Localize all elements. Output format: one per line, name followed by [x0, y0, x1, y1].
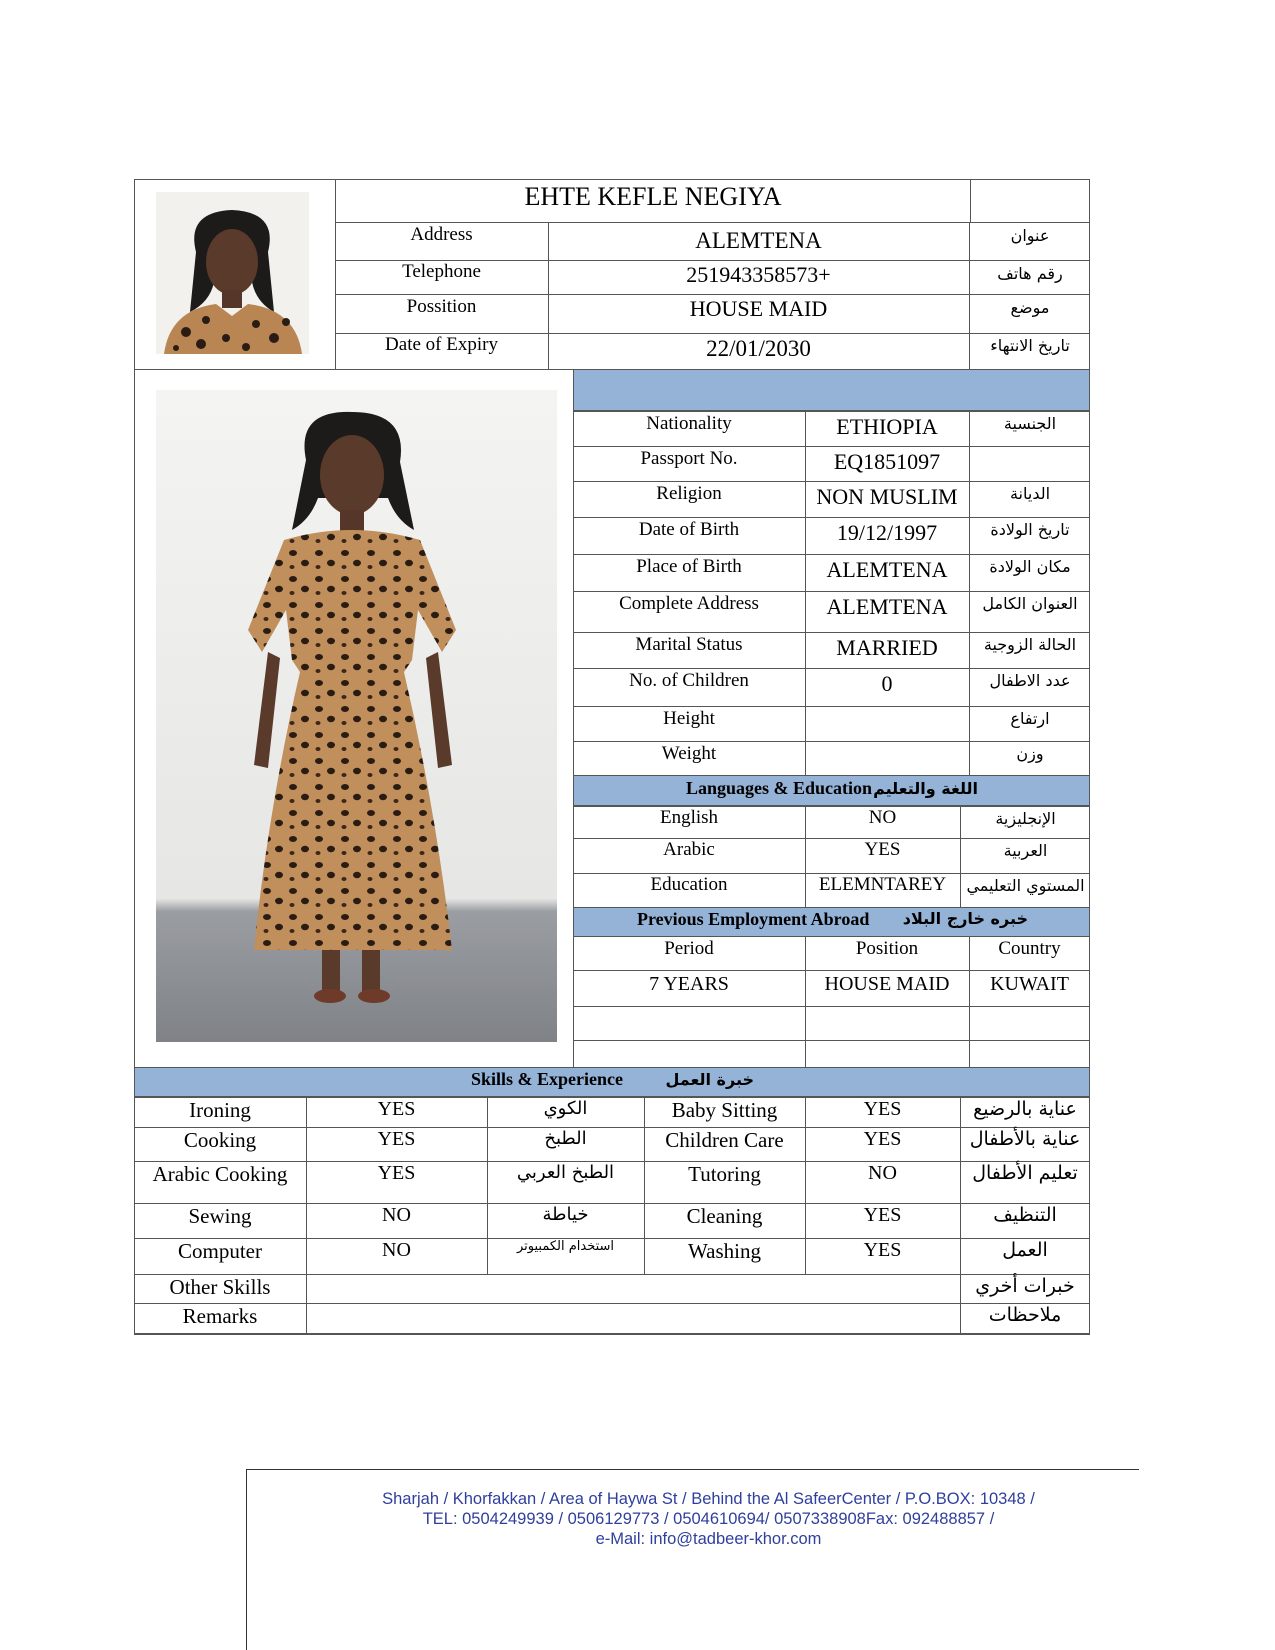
detail-label-ar: الجنسية	[1003, 414, 1057, 433]
skill-value: YES	[863, 1128, 902, 1150]
detail-value: ALEMTENA	[826, 594, 948, 619]
languages-title-ar: اللغة والتعليم	[873, 779, 978, 798]
portrait-small	[156, 192, 309, 354]
skill-value: YES	[863, 1239, 902, 1261]
detail-label: Religion	[656, 483, 722, 504]
detail-label-ar: عدد الاطفال	[989, 671, 1071, 690]
employment-cell: 7 YEARS	[649, 973, 729, 995]
detail-col-divider	[805, 741, 806, 775]
candidate-name: EHTE KEFLE NEGIYA	[524, 182, 782, 211]
employment-col-divider	[805, 1040, 806, 1067]
skill-label: Arabic Cooking	[152, 1162, 288, 1186]
employment-title-ar: خبره خارج البلاد	[902, 909, 1028, 928]
footer-divider-top	[246, 1469, 1139, 1470]
detail-value: MARRIED	[836, 635, 938, 660]
detail-value: EQ1851097	[833, 449, 941, 474]
detail-label-ar: الديانة	[1009, 484, 1051, 503]
detail-value: ETHIOPIA	[836, 414, 938, 439]
expiry-label-ar: تاريخ الانتهاء	[990, 336, 1070, 355]
skill-label-ar: خياطة	[542, 1204, 589, 1225]
skill-label: Baby Sitting	[671, 1098, 778, 1122]
employment-column-header: Period	[664, 938, 714, 959]
skill-label: Washing	[688, 1239, 761, 1263]
skill-value: NO	[382, 1204, 411, 1226]
telephone-value: 251943358573+	[686, 262, 831, 287]
skill-label-ar: عناية بالأطفال	[969, 1128, 1081, 1150]
detail-label: Passport No.	[640, 448, 738, 469]
skill-value: NO	[868, 1162, 897, 1184]
skill-label-ar: التنظيف	[993, 1204, 1057, 1226]
skill-value: YES	[863, 1204, 902, 1226]
language-label-ar: الإنجليزية	[995, 809, 1056, 828]
skill-label: Ironing	[189, 1098, 251, 1122]
detail-label-ar: وزن	[1016, 744, 1044, 763]
detail-label-ar: الحالة الزوجية	[983, 635, 1077, 654]
language-label: Arabic	[663, 839, 715, 860]
remarks-label-ar: ملاحظات	[988, 1304, 1062, 1326]
languages-title: Languages & Education	[686, 778, 873, 798]
footer-email[interactable]: e-Mail: info@tadbeer-khor.com	[595, 1530, 822, 1548]
skill-label-ar: تعليم الأطفال	[972, 1162, 1078, 1184]
skill-value: YES	[377, 1162, 416, 1184]
detail-label-ar: مكان الولادة	[989, 557, 1071, 576]
language-label-ar: المستوي التعليمي	[966, 876, 1085, 895]
skill-label: Cleaning	[686, 1204, 763, 1228]
telephone-label-ar: رقم هاتف	[997, 264, 1063, 283]
language-value: NO	[868, 807, 897, 828]
detail-label-ar: تاريخ الولادة	[990, 520, 1070, 539]
detail-label: Weight	[661, 743, 717, 764]
detail-label: Nationality	[646, 413, 732, 434]
details-left-border	[134, 369, 574, 1068]
detail-label: Marital Status	[635, 634, 743, 655]
footer-address: Sharjah / Khorfakkan / Area of Haywa St / Behind the Al SafeerCenter / P.O.BOX: 10348 /	[382, 1490, 1035, 1508]
detail-label-ar: العنوان الكامل	[982, 594, 1078, 613]
employment-column-header: Position	[855, 938, 919, 959]
employment-row	[573, 1006, 1090, 1041]
detail-label: Place of Birth	[636, 556, 742, 577]
expiry-label: Date of Expiry	[385, 334, 498, 355]
skill-label: Computer	[178, 1239, 262, 1263]
position-label-ar: موضع	[1010, 298, 1050, 317]
skill-label: Tutoring	[688, 1162, 761, 1186]
skill-value: YES	[863, 1098, 902, 1120]
footer-phones: TEL: 0504249939 / 0506129773 / 0504610694/ 0507338908Fax: 092488857 /	[422, 1510, 995, 1528]
language-value: ELEMNTAREY	[818, 874, 947, 895]
language-label: English	[659, 807, 719, 828]
telephone-label: Telephone	[402, 261, 481, 282]
skill-label: Cooking	[183, 1128, 257, 1152]
skill-label-ar: استخدام الكمبيوتر	[516, 1239, 615, 1254]
skill-value: YES	[377, 1128, 416, 1150]
skill-label-ar: عناية بالرضيع	[973, 1098, 1077, 1120]
detail-label: Complete Address	[619, 593, 759, 614]
skill-value: NO	[382, 1239, 411, 1261]
employment-col-divider	[805, 1006, 806, 1040]
detail-label: Height	[663, 708, 715, 729]
expiry-value: 22/01/2030	[706, 336, 811, 361]
detail-value: NON MUSLIM	[816, 484, 958, 509]
skills-title-ar: خبرة العمل	[665, 1070, 754, 1089]
skill-label-ar: العمل	[1002, 1239, 1048, 1261]
language-label-ar: العربية	[1003, 841, 1048, 860]
other-skills-label: Other Skills	[169, 1275, 271, 1299]
skill-col-divider	[306, 1303, 307, 1334]
skill-label-ar: الطبخ العربي	[516, 1162, 615, 1183]
detail-label-ar: ارتفاع	[1010, 709, 1050, 728]
language-label: Education	[650, 874, 728, 895]
position-value: HOUSE MAID	[689, 296, 828, 321]
detail-label: No. of Children	[629, 670, 749, 691]
detail-label: Date of Birth	[638, 519, 740, 540]
name-ar-cell	[970, 179, 1090, 223]
skill-label: Sewing	[188, 1204, 252, 1228]
skill-value: YES	[377, 1098, 416, 1120]
employment-col-divider	[969, 1040, 970, 1067]
employment-title: Previous Employment Abroad	[637, 909, 870, 929]
skill-label: Children Care	[665, 1128, 784, 1152]
detail-value: 0	[881, 671, 893, 696]
employment-cell: KUWAIT	[990, 973, 1069, 995]
address-label: Address	[410, 224, 473, 245]
employment-row	[573, 1040, 1090, 1068]
employment-col-divider	[969, 1006, 970, 1040]
language-value: YES	[864, 839, 901, 860]
details-header-band	[573, 369, 1090, 411]
position-label: Possition	[406, 296, 477, 317]
skill-col-divider	[306, 1274, 307, 1303]
skills-title: Skills & Experience	[471, 1069, 623, 1089]
detail-col-divider	[969, 446, 970, 481]
remarks-label: Remarks	[182, 1304, 258, 1328]
detail-col-divider	[805, 706, 806, 741]
address-label-ar: عنوان	[1010, 226, 1050, 245]
detail-value: ALEMTENA	[826, 557, 948, 582]
employment-column-header: Country	[998, 938, 1061, 959]
skill-label-ar: الكوي	[543, 1098, 588, 1119]
skill-label-ar: الطبخ	[544, 1128, 587, 1149]
detail-value: 19/12/1997	[836, 520, 938, 545]
other-skills-label-ar: خبرات أخري	[975, 1275, 1075, 1297]
address-value: ALEMTENA	[695, 228, 822, 253]
employment-cell: HOUSE MAID	[824, 973, 950, 995]
